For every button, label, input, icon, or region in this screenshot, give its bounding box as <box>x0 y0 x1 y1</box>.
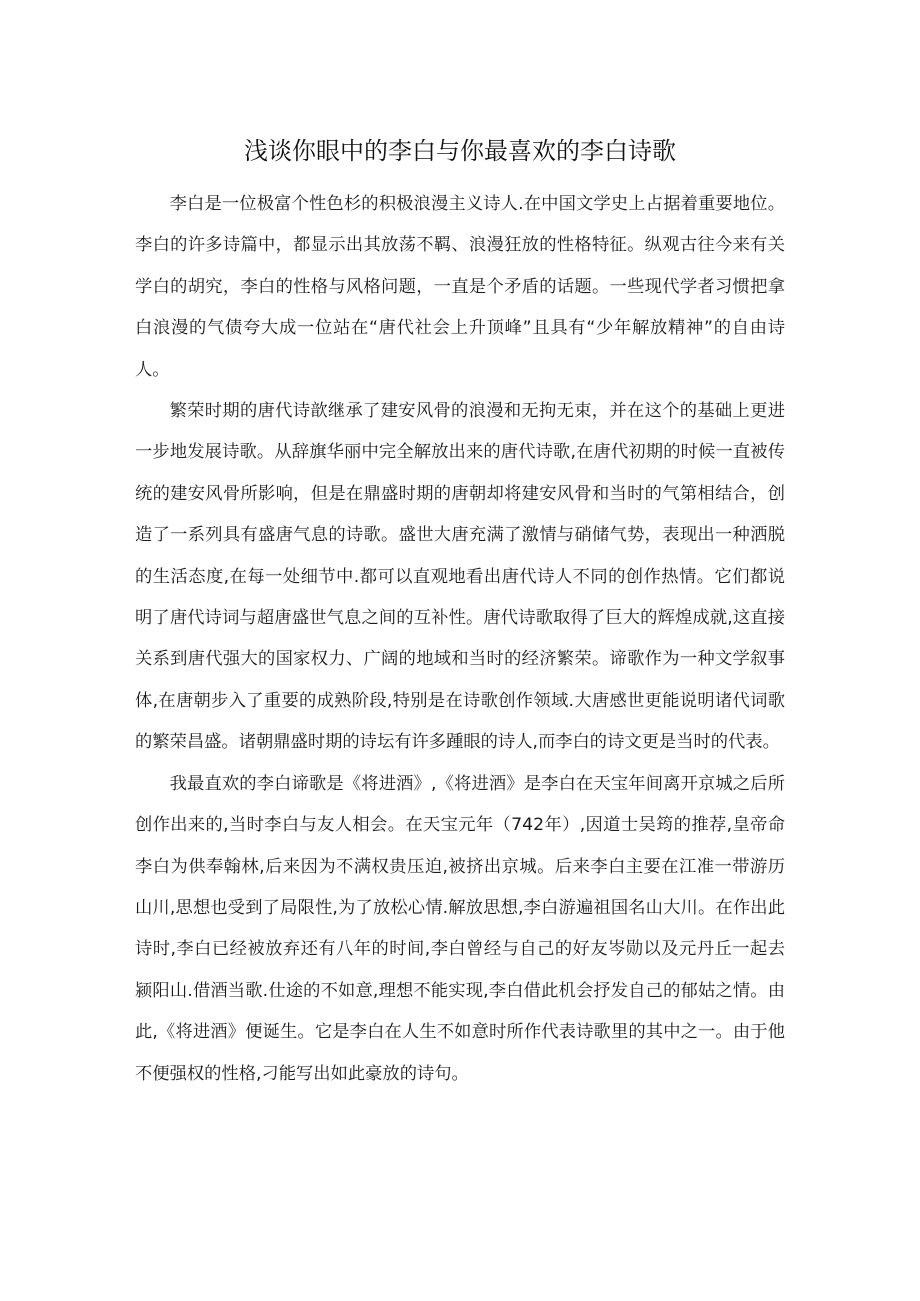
paragraph-intro: 李白是一位极富个性色杉的积极浪漫主义诗人.在中国文学史上占据着重要地位。李白的许多诗篇中，都显示出其放荡不羁、浪漫狂放的性格特征。纵观古往今来有关学白的胡究，李白的性格与风格问题，一直是个矛盾的话题。一些现代学者习惯把拿白浪漫的气债夸大成一位站在“唐代社会上升顶峰”且具有“少年解放精神”的自由诗人。 <box>135 194 785 380</box>
paragraph-tang-poetry: 繁荣时期的唐代诗歆继承了建安风骨的浪漫和无拘无束，并在这个的基础上更进一步地发展诗歌。从辞旗华丽中完全解放出来的唐代诗歌,在唐代初期的时候一直被传统的建安风骨所影响，但是在鼎盛时期的唐朝却将建安风骨和当时的气第相结合，创造了一系列具有盛唐气息的诗歌。盛世大唐充满了激情与硝储气势，表现出一种洒脱的生活态度,在每一处细节中.都可以直观地看出唐代诗人不同的创作热情。它们都说明了唐代诗词与超唐盛世气息之间的互补性。唐代诗歌取得了巨大的辉煌成就,这直接关系到唐代强大的国家权力、广阔的地域和当时的经济繁荣。谛歌作为一种文学叙事体,在唐朝步入了重要的成熟阶段,特别是在诗歌创作领域.大唐感世更能说明诸代词歌的繁荣昌盛。诸朝鼎盛时期的诗坛有许多踵眼的诗人,而李白的诗文更是当时的代表。 <box>135 401 785 753</box>
document-title: 浅谈你眼中的李白与你最喜欢的李白诗歌 <box>244 137 676 165</box>
document-body <box>135 184 785 1095</box>
paragraph-favorite-poem: 我最直欢的李白谛歌是《将进酒》,《将进酒》是李白在天宝年间离开京城之后所创作出来的,当时李白与友人相会。在天宝元年（742年）,因道士吴筠的推荐,皇帝命李白为供奉翰林,后来因为不满权贵压迫,被挤出京城。后来李白主要在江准一带游历山川,思想也受到了局限性,为了放松心情.解放思想,李白游遍祖国名山大川。在作出此诗时,李白已经被放弃还有八年的时间,李白曾经与自己的好友岑勋以及元丹丘一起去颍阳山.借酒当歌.仕途的不如意,理想不能实现,李白借此机会抒发自己的郁姑之情。由此,《将进酒》便诞生。它是李白在人生不如意时所作代表诗歌里的其中之一。由于他不便强权的性格,刁能写出如此豪放的诗句。 <box>135 773 785 1084</box>
